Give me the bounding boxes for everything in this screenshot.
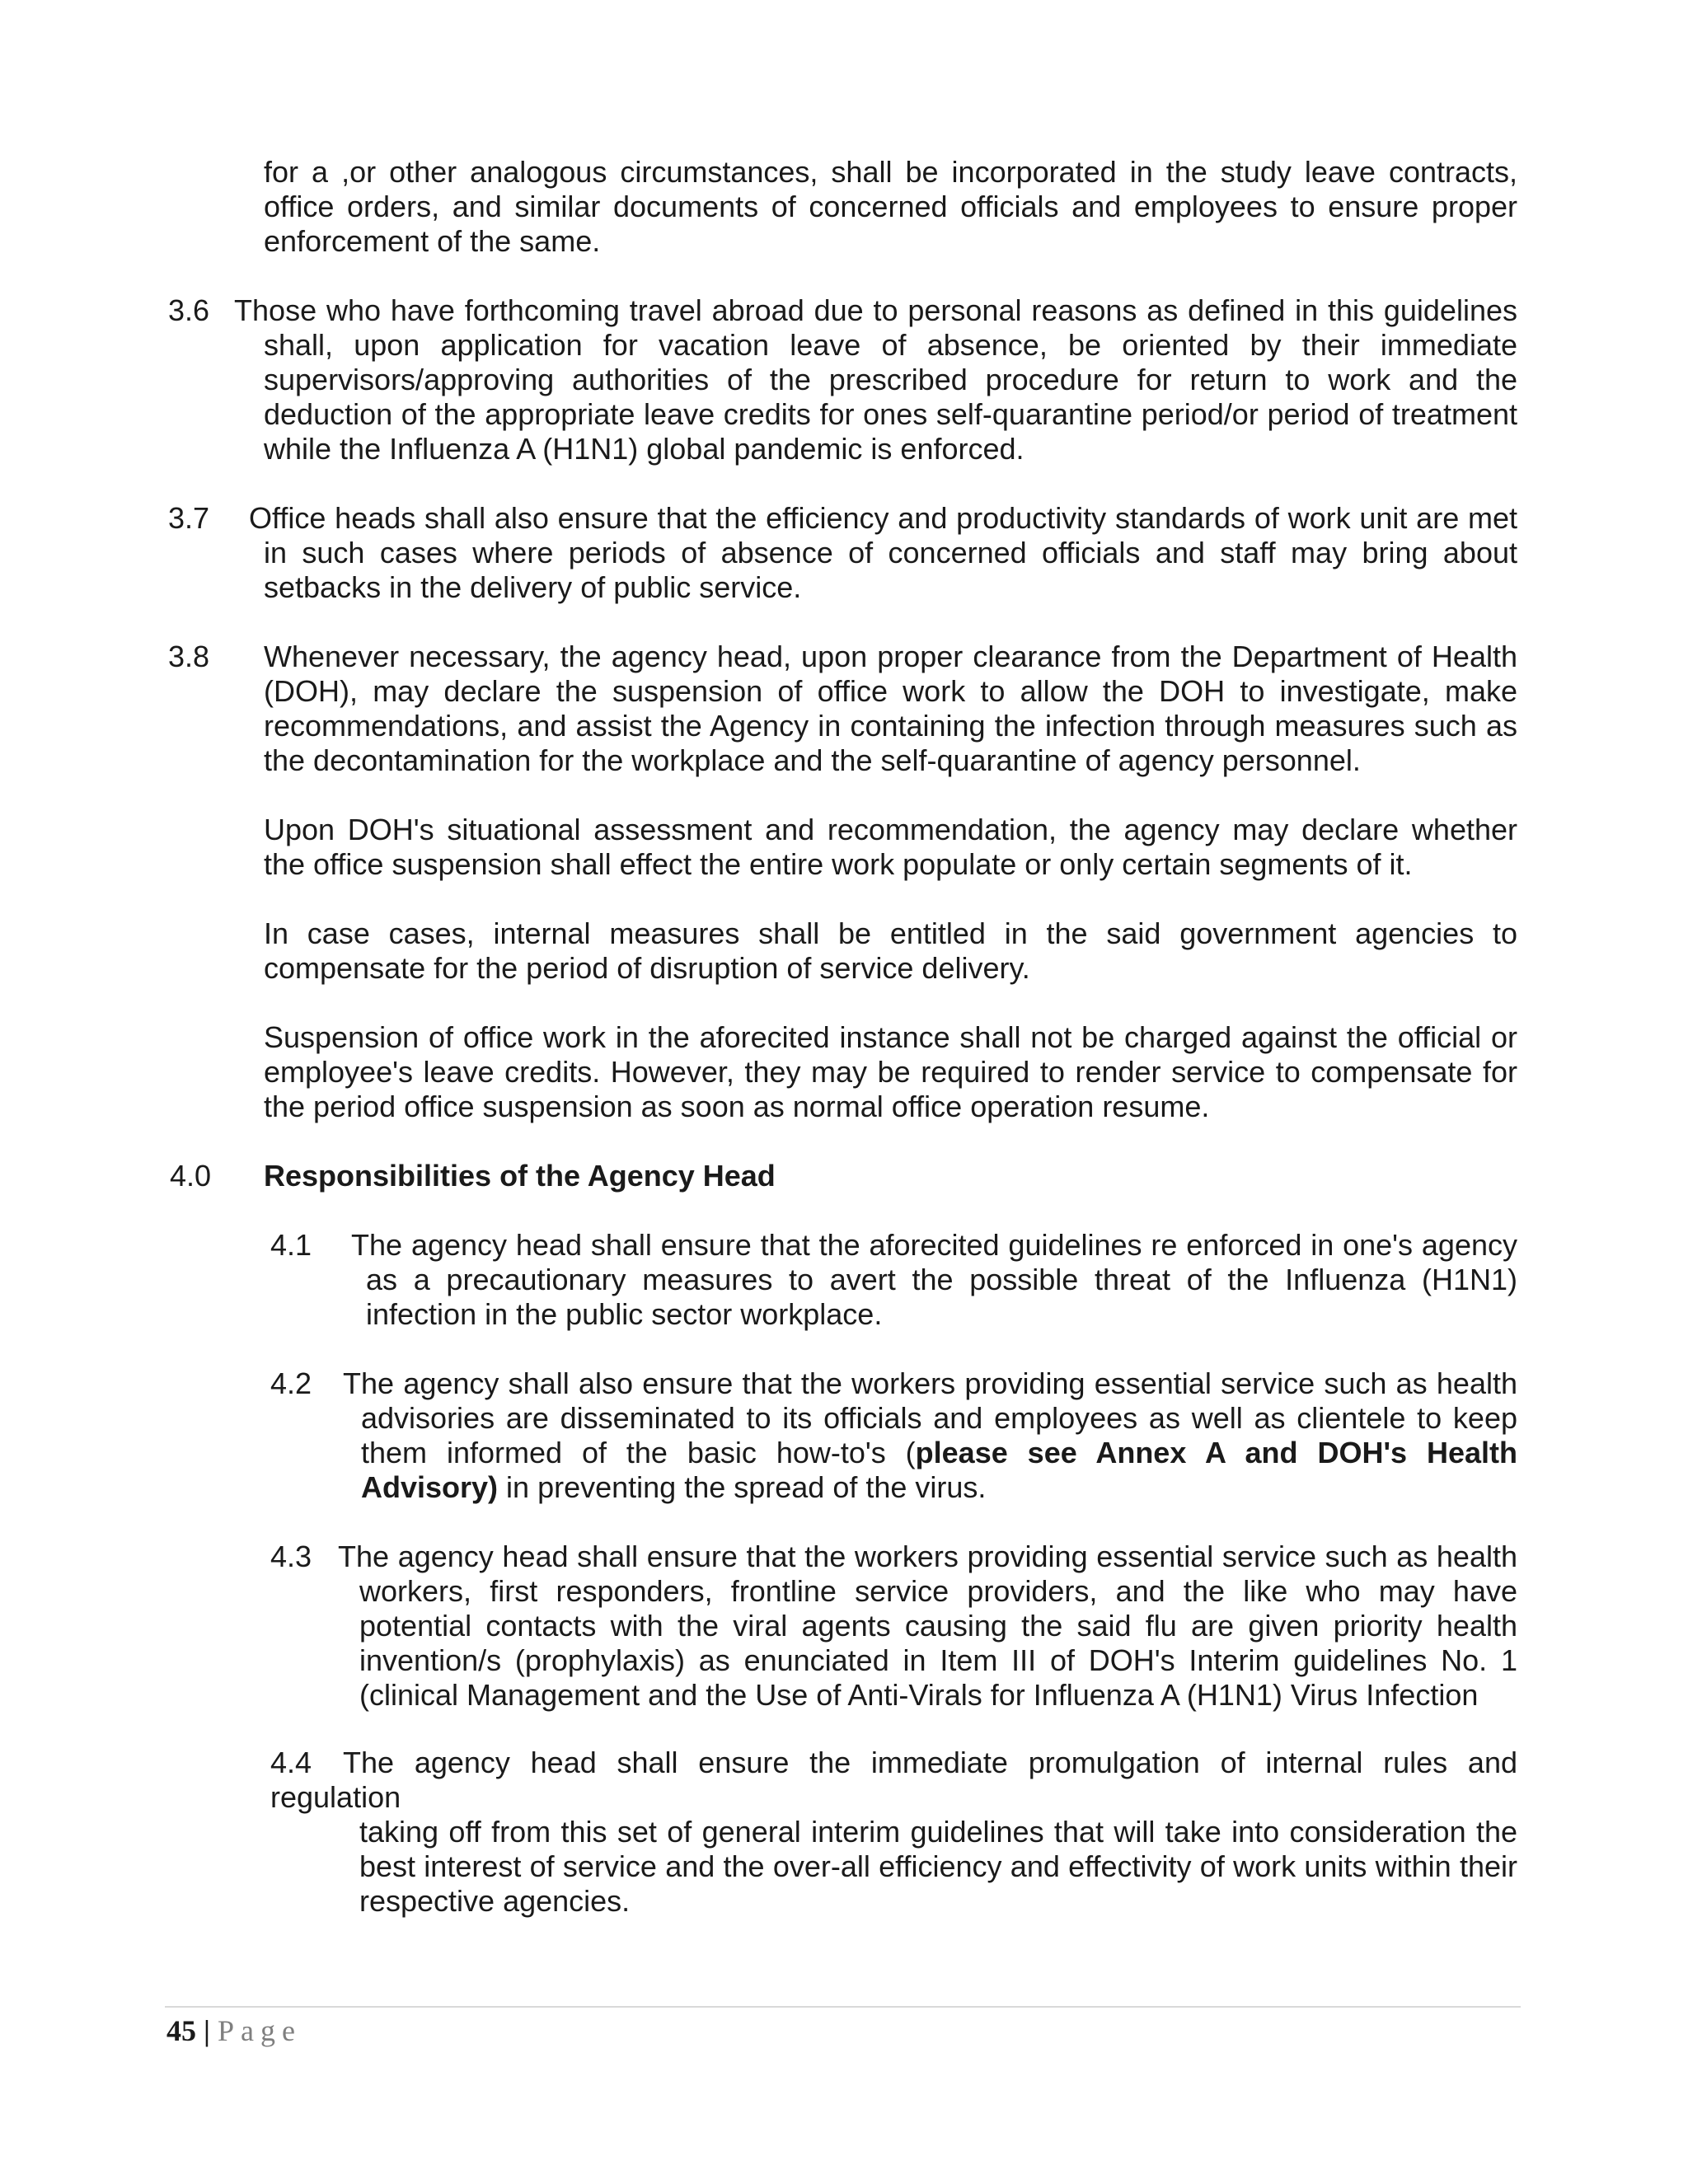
section-4-1-first-line bbox=[270, 1228, 1517, 1263]
section-4-4-number: 4.4 bbox=[270, 1746, 312, 1779]
section-4-3-number: 4.3 bbox=[270, 1540, 312, 1573]
section-3-6-number: 3.6 bbox=[168, 293, 210, 327]
doh-assessment-paragraph: Upon DOH's situational assessment and recommendation, the agency may declare whether the office suspension shall effect the entire work populate or only certain segments of it. bbox=[264, 813, 1517, 881]
case-paragraph: In case cases, internal measures shall be entitled in the said government agencies to compensate for the period of disruption of service delivery. bbox=[264, 916, 1517, 985]
section-3-7-number: 3.7 bbox=[168, 501, 210, 535]
section-4-4-body: taking off from this set of general interim guidelines that will take into consideration the best interest of service and the over-all efficiency and effectivity of work units within their respective agencies. bbox=[359, 1815, 1517, 1918]
section-3-7-body: in such cases where periods of absence of concerned officials and staff may bring about setbacks in the delivery of public service. bbox=[264, 536, 1517, 604]
section-4-1-first-text: The agency head shall ensure that the aforecited guidelines re enforced in one's agency bbox=[351, 1228, 1517, 1262]
section-4-1-number: 4.1 bbox=[270, 1228, 312, 1262]
section-3-7-first-line bbox=[168, 501, 1517, 536]
section-4-4 bbox=[270, 1746, 1517, 1919]
section-3-6-first-line bbox=[168, 293, 1517, 328]
section-4-3-first-line bbox=[270, 1540, 1517, 1574]
section-3-8 bbox=[168, 640, 1517, 778]
section-4-0-number: 4.0 bbox=[170, 1159, 212, 1193]
section-3-7 bbox=[168, 501, 1517, 605]
section-4-2-body-b: in preventing the spread of the virus. bbox=[498, 1470, 987, 1504]
section-3-6-first-text: Those who have forthcoming travel abroad due to personal reasons as defined in this guidelines bbox=[234, 293, 1517, 327]
section-3-8-number: 3.8 bbox=[168, 640, 210, 673]
section-4-3-body: workers, first responders, frontline service providers, and the like who may have potential contacts with the viral agents causing the said flu are given priority health invention/s (prophylaxis) as enunciated in Item III of DOH's Interim guidelines No. 1 (clinical Management and the Use of Anti-Virals for Influenza A (H1N1) Virus Infection bbox=[359, 1574, 1517, 1712]
intro-paragraph: for a ,or other analogous circumstances, shall be incorporated in the study leave contracts, office orders, and similar documents of concerned officials and employees to ensure proper enforcement of the same. bbox=[264, 155, 1517, 258]
section-4-4-first-line bbox=[270, 1746, 1517, 1815]
section-4-2-first-text: The agency shall also ensure that the workers providing essential service such as health bbox=[343, 1366, 1517, 1400]
suspension-paragraph: Suspension of office work in the aforecited instance shall not be charged against the official or employee's leave credits. However, they may be required to render service to compensate for the period office suspension as soon as normal office operation resume. bbox=[264, 1020, 1517, 1123]
section-4-2-body bbox=[361, 1401, 1517, 1505]
page-number: 45 bbox=[166, 2014, 196, 2047]
page-label: Page bbox=[217, 2014, 302, 2047]
section-3-8-body: Whenever necessary, the agency head, upon proper clearance from the Department of Health (DOH), may declare the suspension of office work to allow the DOH to investigate, make recommendations, and assist the Agency in containing the infection through measures such as the decontamination for the workplace and the self-quarantine of agency personnel. bbox=[264, 640, 1517, 777]
section-4-3-first-text: The agency head shall ensure that the workers providing essential service such as health bbox=[338, 1540, 1517, 1573]
section-4-2 bbox=[270, 1366, 1517, 1505]
footer-separator: | bbox=[204, 2014, 210, 2047]
section-4-4-first-text: The agency head shall ensure the immediate promulgation of internal rules and regulation bbox=[270, 1746, 1517, 1814]
section-4-0-title: Responsibilities of the Agency Head bbox=[264, 1159, 776, 1193]
section-3-7-first-text: Office heads shall also ensure that the efficiency and productivity standards of work unit are met bbox=[249, 501, 1517, 535]
section-4-3 bbox=[270, 1540, 1517, 1713]
page-footer bbox=[166, 2006, 302, 2055]
footer-divider bbox=[165, 2006, 1521, 2008]
section-4-2-body-a: advisories are disseminated to its officials and employees as well as clientele to keep them informed of the basic how-to's ( bbox=[361, 1401, 1517, 1469]
section-4-1 bbox=[270, 1228, 1517, 1332]
section-4-2-annex-reference: please see Annex A and DOH's Health Advisory) bbox=[361, 1436, 1517, 1504]
section-4-2-first-line bbox=[270, 1366, 1517, 1401]
section-4-1-body: as a precautionary measures to avert the possible threat of the Influenza (H1N1) infection in the public sector workplace. bbox=[366, 1263, 1517, 1331]
section-4-2-number: 4.2 bbox=[270, 1366, 312, 1400]
section-3-6 bbox=[168, 293, 1517, 466]
section-3-6-body: shall, upon application for vacation leave of absence, be oriented by their immediate supervisors/approving authorities of the prescribed procedure for return to work and the deduction of the appropriate leave credits for ones self-quarantine period/or period of treatment while the Influenza A (H1N1) global pandemic is enforced. bbox=[264, 328, 1517, 466]
